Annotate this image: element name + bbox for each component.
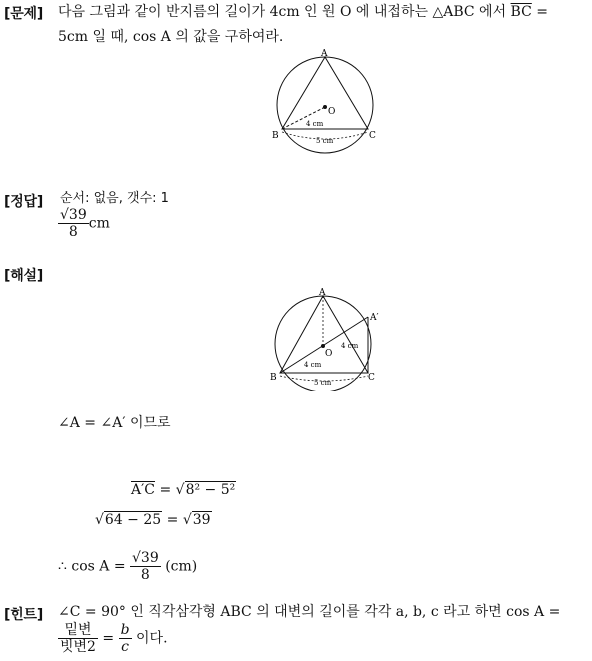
step2-rhs-prefix: = √ [159,482,185,498]
hint-frac2-num: b [120,622,130,638]
center-dot [323,105,327,109]
answer-label: [정답] [4,194,44,210]
hint-frac1-den: 빗변2 [60,639,96,655]
label-a-prime: A′ [370,313,379,323]
label-radius: 4 cm [306,120,324,128]
label-b-2: B [270,373,277,383]
step3-radicand: 64 − 25 [104,512,162,528]
hint-line-2 [58,622,168,655]
hint-fraction-1 [58,622,98,655]
label-c: C [369,131,376,141]
solution-step-2 [131,480,236,500]
hint-fraction-2 [119,622,132,655]
label-a: A [321,49,328,59]
step4-denominator: 8 [140,567,150,583]
segment-bc: $\overline{BC}$ [510,4,532,20]
label-bc: 5 cm [316,137,334,145]
problem-label: [문제] [4,6,44,22]
figure-circle-triangle [268,46,388,158]
equals-sign: = [536,4,548,20]
problem-line-1 [58,2,548,22]
solution-label: [해설] [4,268,44,284]
hint-eq: = [102,630,115,647]
label-b: B [272,131,279,141]
hint-label: [힌트] [4,607,44,623]
segment-a-prime-c: A′C [131,482,156,498]
hint-tail: 이다. [136,630,168,647]
hint-frac2-den: c [121,639,130,655]
solution-step-4 [58,550,197,583]
step4-unit: (cm) [165,558,198,575]
hint-frac1-num: 밑변 [58,622,98,639]
step3-result: 39 [192,512,211,528]
answer-denominator: 8 [68,224,78,240]
label-o-2: O [325,349,333,359]
answer-fraction [58,207,89,240]
step4-fraction [130,550,161,583]
solution-step-3 [95,510,212,530]
hint-line-1: ∠C = 90° 인 직각삼각형 ABC 의 대변의 길이를 각각 a, b, c 라고 하면 cos A = [58,604,561,620]
center-dot-2 [321,344,325,348]
answer-unit: cm [88,215,110,232]
label-radius-2: 4 cm [304,361,322,369]
answer-meta: 순서: 없음, 갯수: 1 [60,191,169,206]
answer-numerator: √39 [60,207,87,223]
label-bc-2: 5 cm [314,379,332,387]
solution-step-1: ∠A = ∠A′ 이므로 [58,415,171,431]
step4-numerator: √39 [132,550,159,566]
label-a-2: A [319,288,326,298]
step4-prefix: ∴ cos A = [58,558,126,575]
label-o: O [328,107,336,117]
step3-sqrt: √ [95,512,104,528]
figure-solution [268,286,388,391]
step2-radicand: 8² − 5² [185,482,236,498]
label-c-2: C [368,373,375,383]
problem-line-2: 5cm 일 때, cos A 의 값을 구하여라. [58,29,284,45]
problem-text-1: 다음 그림과 같이 반지름의 길이가 4cm 인 원 O 에 내접하는 △ABC 에서 [58,4,507,20]
answer-value [58,207,110,240]
step3-eq: = √ [166,512,192,528]
label-radius-1: 4 cm [341,342,359,350]
